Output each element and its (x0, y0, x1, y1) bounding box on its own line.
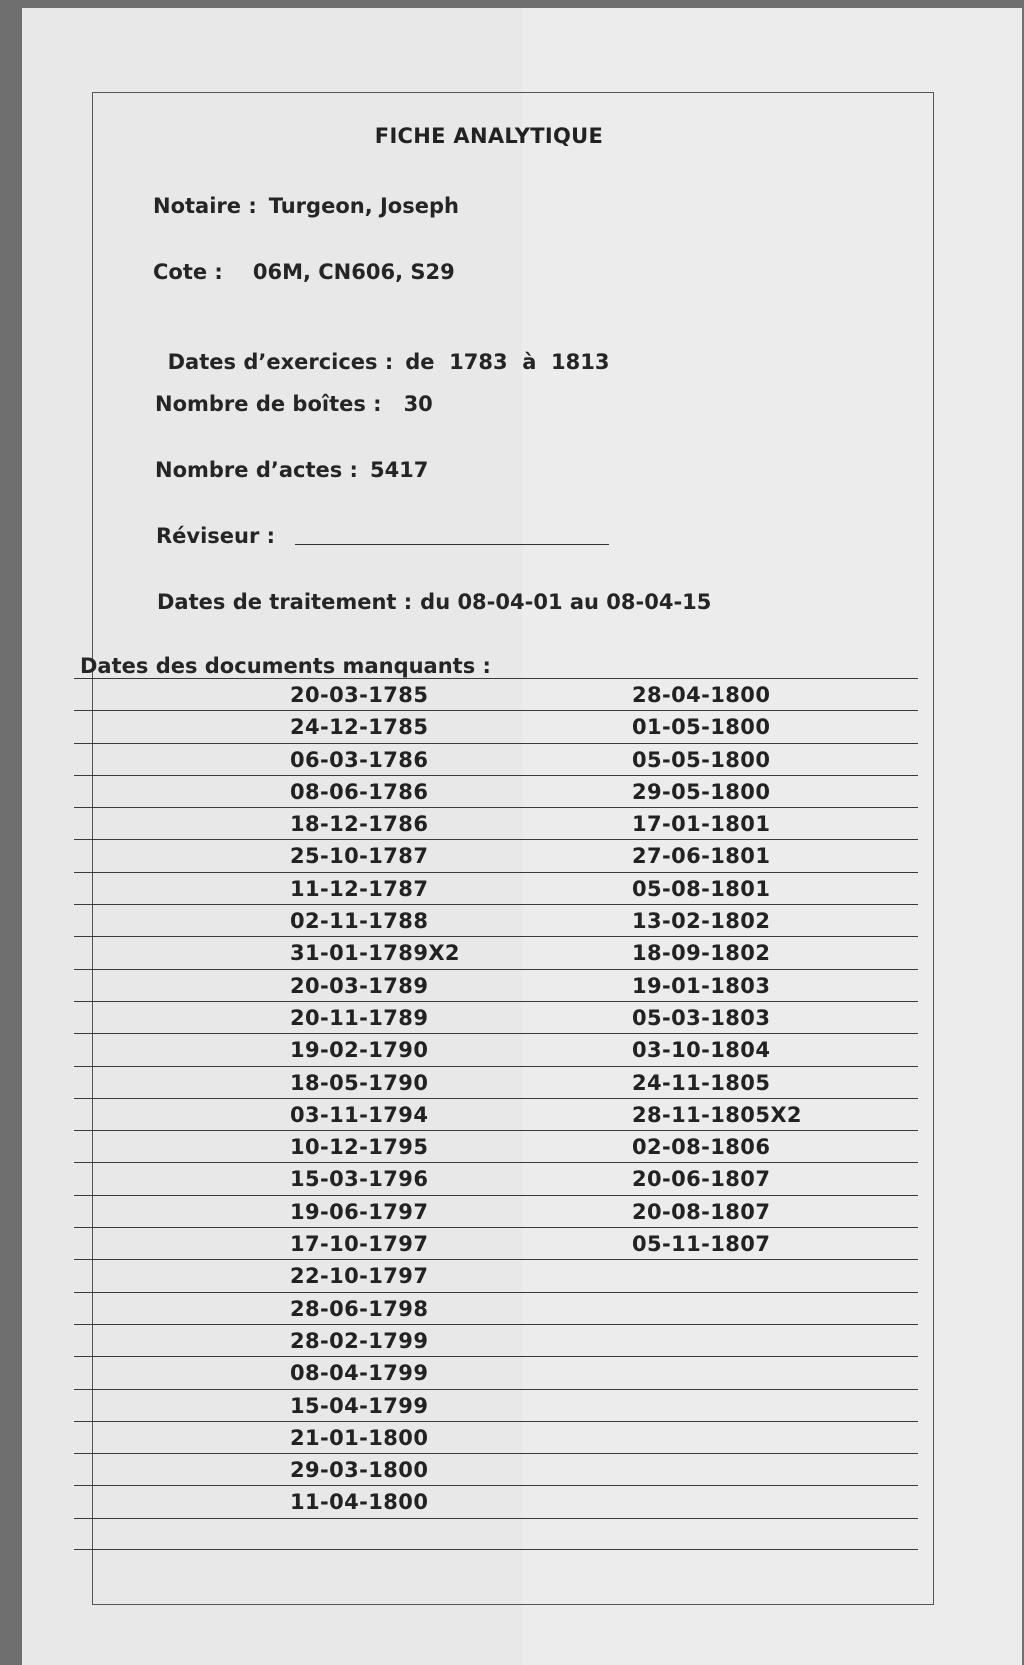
table-row (74, 678, 918, 710)
cote-value: 06M, CN606, S29 (252, 260, 455, 284)
missing-date-col1: 22-10-1797 (290, 1264, 429, 1289)
reviseur-label: Réviseur : (156, 524, 276, 548)
table-row (74, 807, 918, 839)
table-row (74, 1001, 918, 1033)
missing-date-col2: 20-08-1807 (632, 1199, 771, 1224)
table-row (74, 1389, 918, 1421)
missing-date-col2: 01-05-1800 (632, 715, 771, 740)
table-row (74, 1259, 918, 1291)
missing-date-col2: 05-08-1801 (632, 876, 771, 901)
missing-date-col1: 19-06-1797 (290, 1199, 429, 1224)
boites-value: 30 (403, 392, 433, 416)
missing-date-col1: 06-03-1786 (290, 747, 429, 772)
cote-label: Cote : (153, 260, 223, 284)
missing-date-col1: 20-03-1789 (290, 973, 429, 998)
document-title: FICHE ANALYTIQUE (374, 124, 604, 148)
table-row (74, 839, 918, 871)
table-row (74, 1098, 918, 1130)
exercices-value: de 1783 à 1813 (405, 350, 610, 374)
table-row (74, 1292, 918, 1324)
missing-dates-table (74, 678, 918, 1550)
missing-date-col1: 08-04-1799 (290, 1361, 429, 1386)
missing-date-col1: 20-11-1789 (290, 1005, 429, 1030)
table-row (74, 872, 918, 904)
missing-date-col1: 15-03-1796 (290, 1167, 429, 1192)
table-row (74, 936, 918, 968)
missing-date-col1: 28-06-1798 (290, 1296, 429, 1321)
exercices-label: Dates d’exercices : (167, 350, 394, 374)
missing-date-col1: 10-12-1795 (290, 1135, 429, 1160)
missing-date-col1: 18-12-1786 (290, 812, 429, 837)
traitement-value: du 08-04-01 au 08-04-15 (420, 590, 712, 614)
table-row (74, 775, 918, 807)
missing-date-col2: 17-01-1801 (632, 812, 771, 837)
missing-date-col2: 29-05-1800 (632, 779, 771, 804)
exercices-field (153, 326, 609, 374)
missing-date-col1: 20-03-1785 (290, 683, 429, 707)
cote-field (153, 260, 455, 284)
table-row (74, 743, 918, 775)
missing-date-col1: 08-06-1786 (290, 779, 429, 804)
table-row (74, 1227, 918, 1259)
missing-date-col1: 21-01-1800 (290, 1425, 429, 1450)
missing-date-col2: 03-10-1804 (632, 1038, 771, 1063)
table-row (74, 1195, 918, 1227)
missing-date-col1: 11-12-1787 (290, 876, 429, 901)
missing-date-col1: 28-02-1799 (290, 1328, 429, 1353)
missing-dates-label: Dates des documents manquants : (80, 654, 491, 678)
actes-label: Nombre d’actes : (155, 458, 358, 482)
missing-date-col2: 13-02-1802 (632, 909, 771, 934)
actes-value: 5417 (369, 458, 429, 482)
notaire-label: Notaire : (153, 194, 257, 218)
table-row (74, 1033, 918, 1065)
missing-date-col1: 18-05-1790 (290, 1070, 429, 1095)
table-row (74, 1421, 918, 1453)
reviseur-field (156, 524, 609, 548)
table-row (74, 969, 918, 1001)
missing-date-col1: 31-01-1789X2 (290, 941, 460, 966)
table-row (74, 1324, 918, 1356)
reviseur-signature-line (295, 544, 609, 545)
table-row (74, 1130, 918, 1162)
boites-label: Nombre de boîtes : (155, 392, 382, 416)
missing-date-col1: 02-11-1788 (290, 909, 429, 934)
table-row (74, 1453, 918, 1485)
missing-date-col1: 17-10-1797 (290, 1232, 429, 1257)
missing-date-col2: 24-11-1805 (632, 1070, 771, 1095)
missing-date-col2: 19-01-1803 (632, 973, 771, 998)
actes-field (155, 458, 428, 482)
missing-date-col1: 15-04-1799 (290, 1393, 429, 1418)
missing-date-col2: 02-08-1806 (632, 1135, 771, 1160)
table-row (74, 710, 918, 742)
table-row (74, 904, 918, 936)
missing-date-col1: 19-02-1790 (290, 1038, 429, 1063)
table-row (74, 1066, 918, 1098)
missing-date-col1: 03-11-1794 (290, 1102, 429, 1127)
missing-date-col1: 25-10-1787 (290, 844, 429, 869)
missing-date-col2: 20-06-1807 (632, 1167, 771, 1192)
table-row (74, 1356, 918, 1388)
table-row (74, 1485, 918, 1517)
missing-date-col1: 24-12-1785 (290, 715, 429, 740)
traitement-field (157, 590, 711, 614)
missing-date-col1: 29-03-1800 (290, 1458, 429, 1483)
table-row (74, 1518, 918, 1550)
notaire-value: Turgeon, Joseph (268, 194, 459, 218)
missing-date-col2: 05-11-1807 (632, 1232, 771, 1257)
table-row (74, 1162, 918, 1194)
traitement-label: Dates de traitement : (157, 590, 413, 614)
missing-date-col2: 18-09-1802 (632, 941, 771, 966)
missing-date-col2: 27-06-1801 (632, 844, 771, 869)
missing-date-col2: 28-11-1805X2 (632, 1102, 802, 1127)
missing-date-col2: 05-05-1800 (632, 747, 771, 772)
boites-field (155, 392, 433, 416)
missing-date-col2: 28-04-1800 (632, 683, 771, 707)
missing-date-col2: 05-03-1803 (632, 1005, 771, 1030)
notaire-field (153, 194, 459, 218)
missing-date-col1: 11-04-1800 (290, 1490, 429, 1515)
